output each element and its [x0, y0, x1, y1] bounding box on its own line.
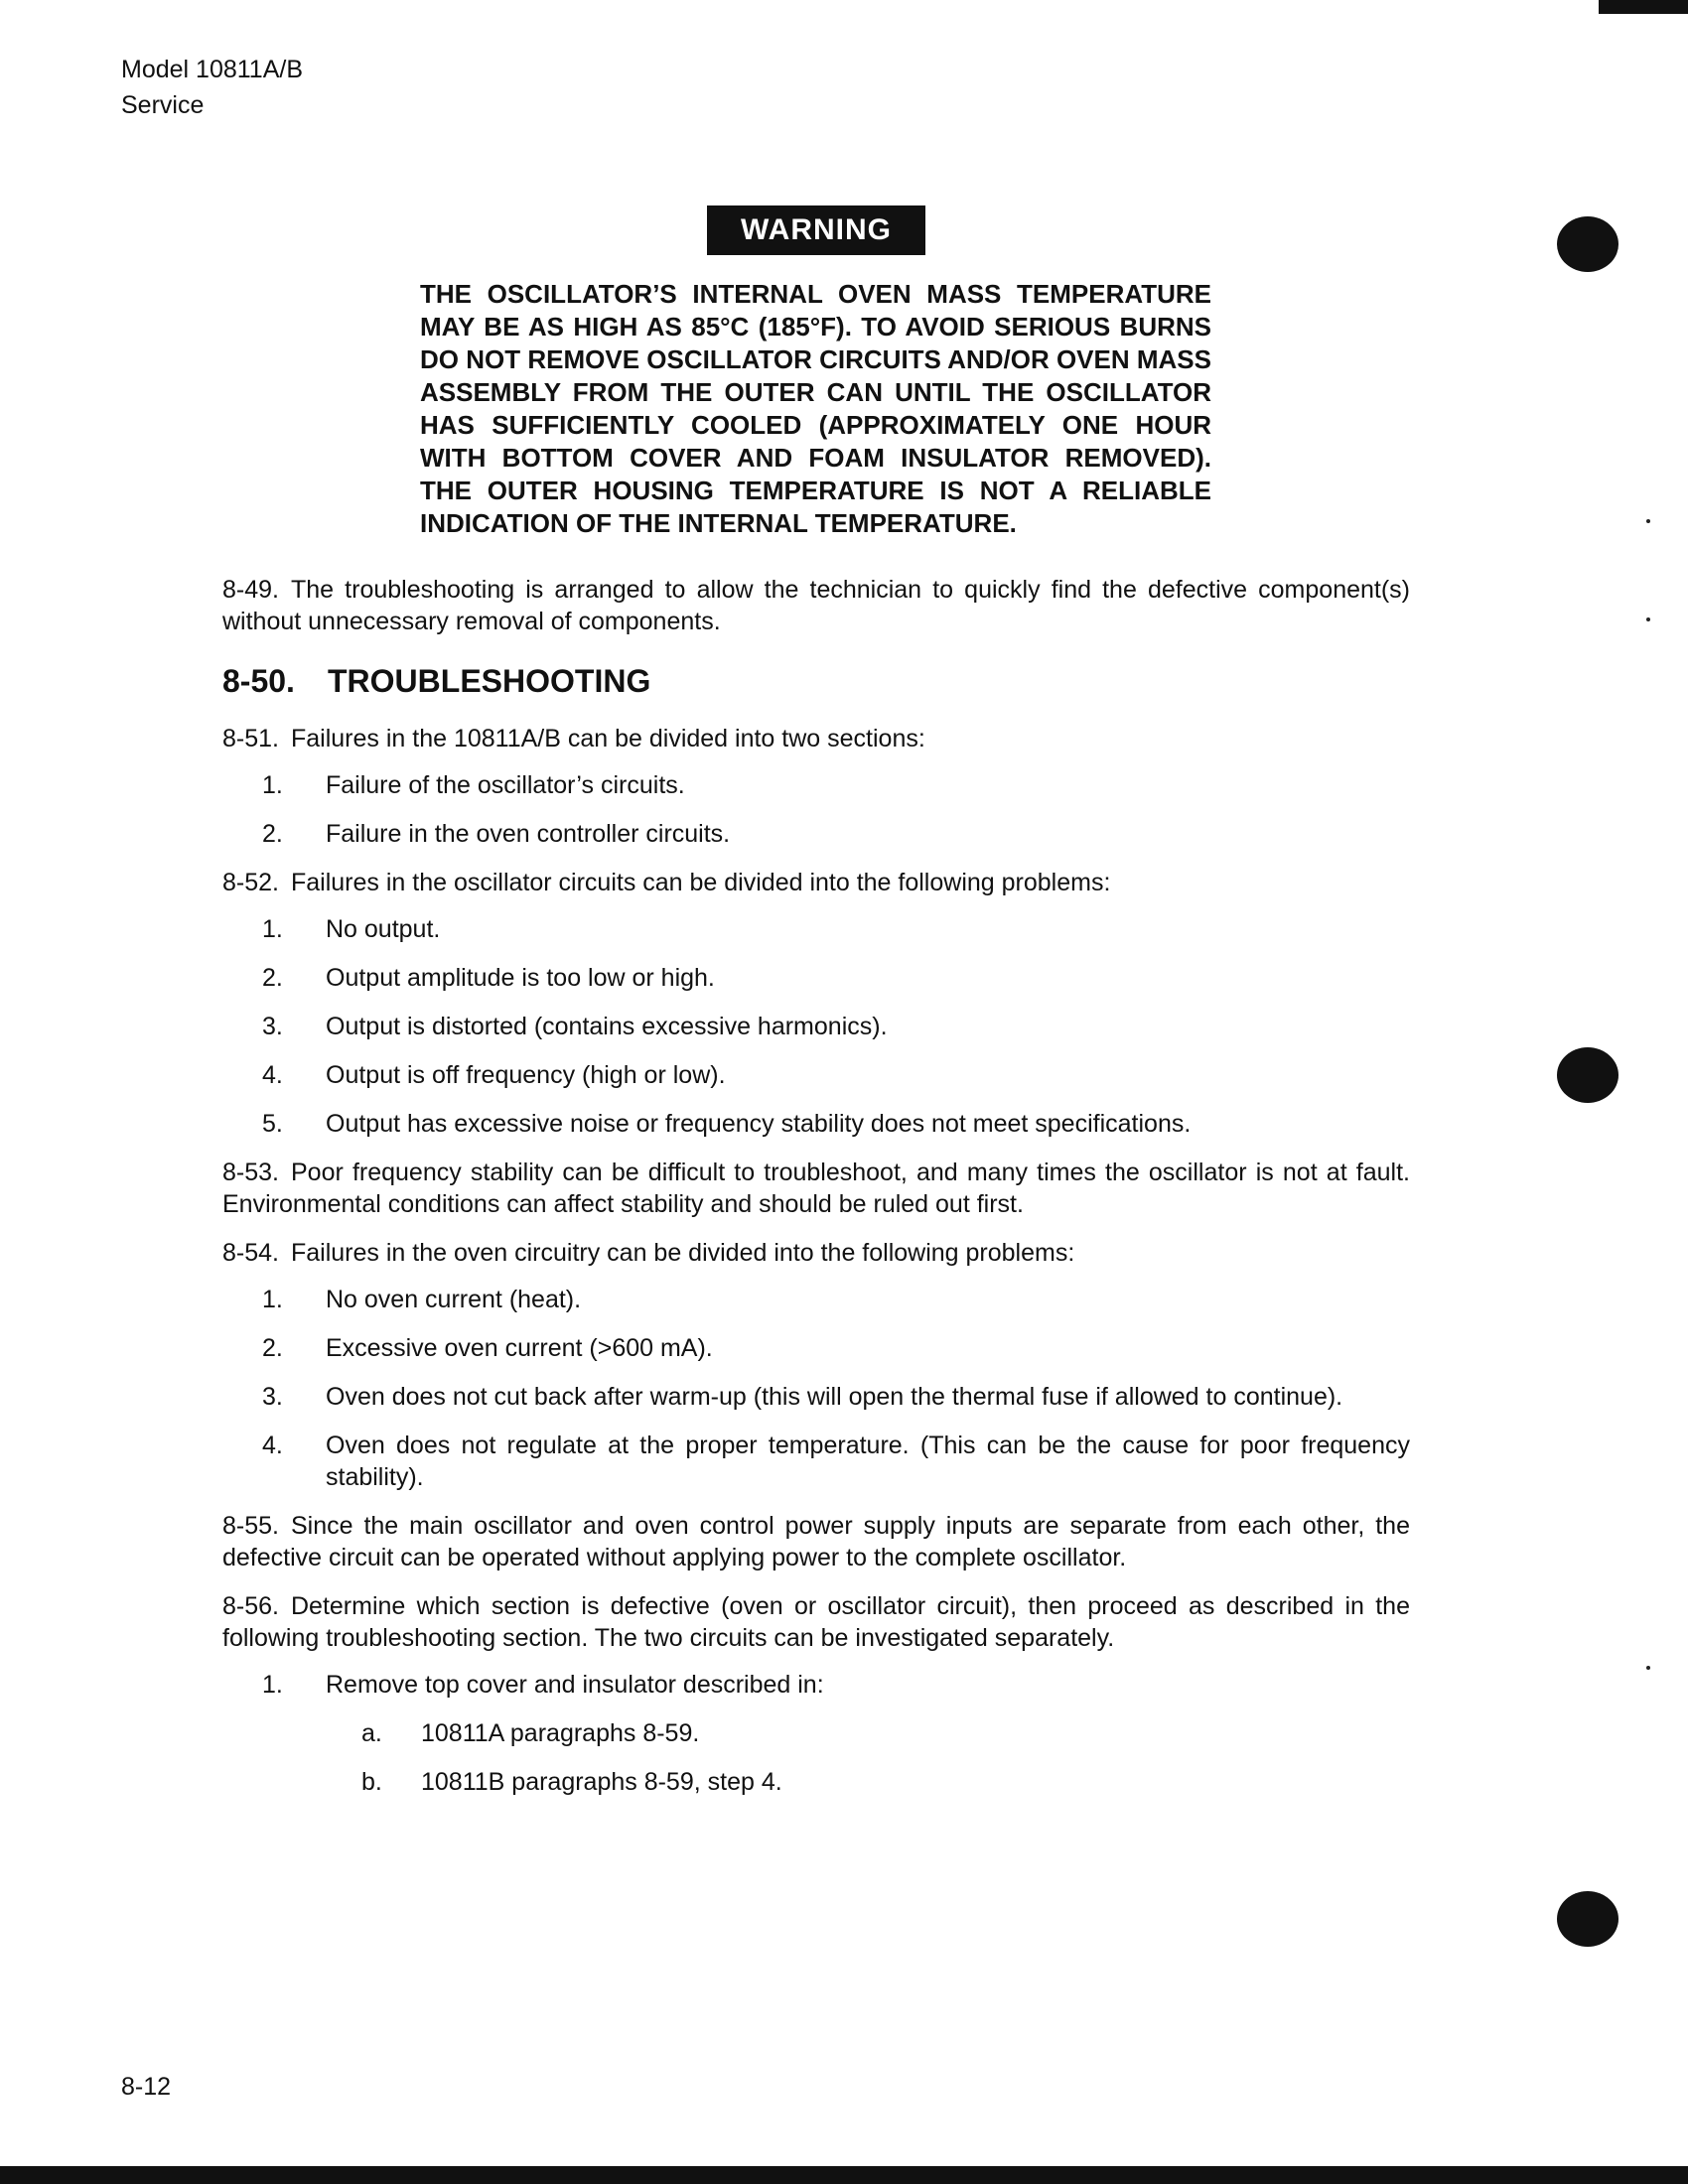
sublist [222, 1717, 1410, 1798]
list-item [222, 1011, 1410, 1042]
scan-speck [1646, 519, 1650, 523]
list-8-56 [222, 1669, 1410, 1798]
paragraph-text: Failures in the oscillator circuits can be divided into the following problems: [290, 869, 1111, 896]
paragraph-number: 8-52. [222, 869, 279, 896]
header-model: Model 10811A/B [121, 56, 303, 83]
list-text: Excessive oven current (>600 mA). [326, 1334, 713, 1362]
list-item [222, 1284, 1410, 1315]
punch-hole [1557, 1891, 1618, 1947]
paragraph-text: Poor frequency stability can be difficult to troubleshoot, and many times the oscillator is not at fault. Environmental conditions can affect stability and should be ruled out first. [222, 1159, 1410, 1218]
list-text: Output has excessive noise or frequency stability does not meet specifications. [326, 1110, 1192, 1138]
sublist-item [222, 1766, 1410, 1798]
list-item [222, 1430, 1410, 1493]
list-marker: 3. [262, 1013, 283, 1040]
paragraph-8-54 [222, 1237, 1410, 1269]
list-8-52 [222, 913, 1410, 1140]
list-marker: 5. [262, 1110, 283, 1138]
list-text: Oven does not cut back after warm-up (this will open the thermal fuse if allowed to continue). [326, 1383, 1343, 1411]
list-item [222, 769, 1410, 801]
list-text: No output. [326, 915, 441, 943]
warning-badge: WARNING [707, 205, 925, 255]
paragraph-number: 8-55. [222, 1512, 279, 1540]
list-item [222, 1059, 1410, 1091]
list-marker: 3. [262, 1383, 283, 1411]
list-marker: 2. [262, 820, 283, 848]
page-header [121, 52, 303, 123]
sublist-text: 10811B paragraphs 8-59, step 4. [421, 1768, 782, 1796]
paragraph-8-51 [222, 723, 1410, 754]
list-marker: 4. [262, 1432, 283, 1459]
sublist-text: 10811A paragraphs 8-59. [421, 1719, 700, 1747]
paragraph-text: Failures in the 10811A/B can be divided into two sections: [290, 725, 925, 752]
paragraph-8-52 [222, 867, 1410, 898]
sublist-marker: a. [361, 1719, 382, 1747]
list-marker: 2. [262, 1334, 283, 1362]
main-content [222, 574, 1410, 1815]
list-item [222, 1332, 1410, 1364]
sublist-item [222, 1717, 1410, 1749]
paragraph-text: Failures in the oven circuitry can be divided into the following problems: [290, 1239, 1075, 1267]
scan-speck [1646, 1666, 1650, 1670]
paragraph-text: Determine which section is defective (oven or oscillator circuit), then proceed as described in the following troubleshooting section. The two circuits can be investigated separately. [222, 1592, 1410, 1652]
warning-text: THE OSCILLATOR’S INTERNAL OVEN MASS TEMPERATURE MAY BE AS HIGH AS 85°C (185°F). TO AVOID SERIOUS BURNS DO NOT REMOVE OSCILLATOR CIRCUITS AND/OR OVEN MASS ASSEMBLY FROM THE OUTER CAN UNTIL THE OSCILLATOR HAS SUFFICIENTLY COOLED (APPROXIMATELY ONE HOUR WITH BOTTOM COVER AND FOAM INSULATOR REMOVED). THE OUTER HOUSING TEMPERATURE IS NOT A RELIABLE INDICATION OF THE INTERNAL TEMPERATURE. [420, 279, 1211, 538]
list-text: No oven current (heat). [326, 1286, 582, 1313]
paragraph-number: 8-56. [222, 1592, 279, 1620]
paragraph-8-56 [222, 1590, 1410, 1654]
list-8-54 [222, 1284, 1410, 1493]
scan-bottom-edge [0, 2166, 1688, 2184]
punch-hole [1557, 216, 1618, 272]
list-marker: 1. [262, 1286, 283, 1313]
list-marker: 1. [262, 771, 283, 799]
paragraph-number: 8-54. [222, 1239, 279, 1267]
list-marker: 1. [262, 915, 283, 943]
paragraph-number: 8-53. [222, 1159, 279, 1186]
sublist-marker: b. [361, 1768, 382, 1796]
list-marker: 4. [262, 1061, 283, 1089]
list-text: Output amplitude is too low or high. [326, 964, 715, 992]
header-section: Service [121, 91, 205, 119]
paragraph-8-53 [222, 1157, 1410, 1220]
paragraph-text: Since the main oscillator and oven control power supply inputs are separate from each other, the defective circuit can be operated without applying power to the complete oscillator. [222, 1512, 1410, 1571]
paragraph-8-49 [222, 574, 1410, 637]
list-text: Output is distorted (contains excessive harmonics). [326, 1013, 888, 1040]
page-number: 8-12 [121, 2073, 172, 2101]
list-item [222, 962, 1410, 994]
list-marker: 1. [262, 1671, 283, 1699]
list-text: Output is off frequency (high or low). [326, 1061, 726, 1089]
list-marker: 2. [262, 964, 283, 992]
scan-speck [1646, 617, 1650, 621]
list-text: Remove top cover and insulator described in: [326, 1671, 824, 1699]
paragraph-number: 8-49. [222, 576, 279, 604]
scan-edge-mark [1599, 0, 1688, 14]
heading-number: 8-50. [222, 663, 295, 699]
list-item [222, 1108, 1410, 1140]
list-item [222, 913, 1410, 945]
paragraph-number: 8-51. [222, 725, 279, 752]
list-item [222, 818, 1410, 850]
list-text: Failure of the oscillator’s circuits. [326, 771, 685, 799]
punch-hole [1557, 1047, 1618, 1103]
list-text: Failure in the oven controller circuits. [326, 820, 731, 848]
section-heading [222, 661, 1410, 701]
list-8-51 [222, 769, 1410, 850]
list-item [222, 1669, 1410, 1701]
list-text: Oven does not regulate at the proper temperature. (This can be the cause for poor frequency stability). [326, 1432, 1410, 1491]
paragraph-text: The troubleshooting is arranged to allow the technician to quickly find the defective component(s) without unnecessary removal of components. [222, 576, 1410, 635]
heading-title: TROUBLESHOOTING [328, 663, 651, 699]
paragraph-8-55 [222, 1510, 1410, 1573]
list-item [222, 1381, 1410, 1413]
